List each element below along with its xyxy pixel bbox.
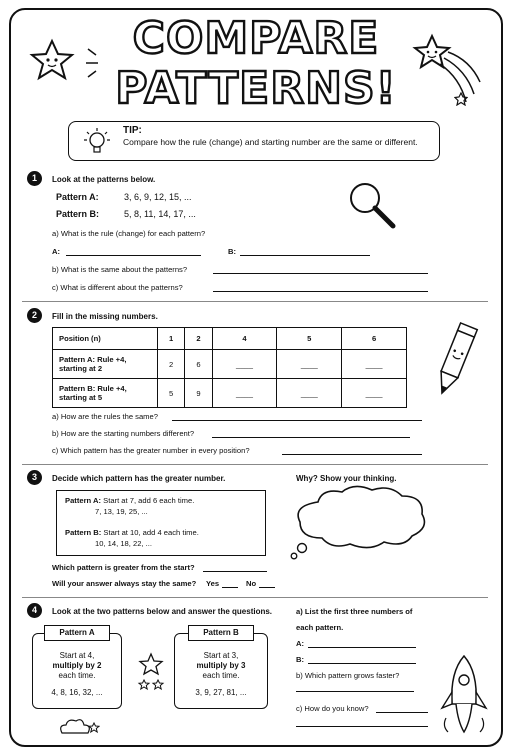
missing-numbers-table [52,327,407,408]
card-a-line2: multiply by 2 [52,661,102,670]
q1a-b-label: B: [228,247,237,256]
question-2-number: 2 [27,308,42,323]
page-title-line2: PATTERNS! [115,63,397,114]
q3-greater-answer-line[interactable] [203,571,267,572]
card-a-values: 4, 8, 16, 32, ... [51,688,103,697]
q2b-answer-line[interactable] [212,437,410,438]
table-row-b-label: Pattern B: Rule +4, starting at 5 [53,379,158,408]
q4b-question: b) Which pattern grows faster? [296,671,400,680]
q1-pattern-b-label: Pattern B: [56,209,100,219]
q1b-answer-line[interactable] [213,273,428,274]
q3-always-question: Will your answer always stay the same? [52,579,197,588]
table-header-cell: 4 [212,328,277,350]
q4c-question: c) How do you know? [296,704,369,713]
q2c-question: c) Which pattern has the greater number in every position? [52,446,250,455]
rocket-icon [436,652,492,738]
q4b-answer-line[interactable] [296,691,414,692]
table-blank-cell[interactable]: ____ [277,379,342,408]
q2a-answer-line[interactable] [172,420,422,421]
q1-pattern-a-values: 3, 6, 9, 12, 15, ... [124,192,192,202]
q1c-question: c) What is different about the patterns? [52,283,183,292]
q3-pattern-b-values: 10, 14, 18, 22, ... [95,539,152,548]
q2a-question: a) How are the rules the same? [52,412,158,421]
star-cluster-icon [136,652,166,694]
q1-pattern-b-values: 5, 8, 11, 14, 17, ... [124,209,196,219]
table-row-a-label: Pattern A: Rule +4, starting at 2 [53,350,158,379]
question-3-number: 3 [27,470,42,485]
q1-pattern-a-label: Pattern A: [56,192,99,202]
q2c-answer-line[interactable] [282,454,422,455]
table-header-cell: 6 [342,328,407,350]
section-divider [22,597,488,598]
q1-heading: Look at the patterns below. [52,175,156,184]
table-blank-cell[interactable]: ____ [212,379,277,408]
table-cell: 9 [185,379,212,408]
q4a-a-label: A: [296,639,305,648]
q3-why-label: Why? Show your thinking. [296,474,397,483]
q4c-answer-line-1[interactable] [376,712,428,713]
q1b-question: b) What is the same about the patterns? [52,265,188,274]
cloud-doodle-icon [56,715,100,739]
table-blank-cell[interactable]: ____ [212,350,277,379]
smiling-pencil-icon [428,318,484,404]
q4a-b-answer-line[interactable] [308,663,416,664]
q3-heading: Decide which pattern has the greater number. [52,474,226,483]
q3-patterns-box [56,490,266,556]
page-title-line1: COMPARE [132,13,380,64]
q3-no-answer-line[interactable] [259,587,275,588]
table-cell: 5 [158,379,185,408]
lightbulb-icon [83,127,111,157]
question-1-number: 1 [27,171,42,186]
table-cell: 6 [185,350,212,379]
section-divider [22,301,488,302]
q3-pattern-b-label: Pattern B: [65,528,102,537]
q2-heading: Fill in the missing numbers. [52,312,158,321]
table-blank-cell[interactable]: ____ [342,379,407,408]
table-header-cell: 1 [158,328,185,350]
q3-yes-answer-line[interactable] [222,587,238,588]
q4a-a-answer-line[interactable] [308,647,416,648]
pattern-a-card [32,633,122,709]
q3-greater-question: Which pattern is greater from the start? [52,563,195,572]
q4a-question-line2: each pattern. [296,623,344,632]
pattern-b-card [174,633,268,709]
card-b-line3: each time. [202,671,240,680]
card-a-line3: each time. [58,671,96,680]
question-4-number: 4 [27,603,42,618]
section-divider [22,464,488,465]
q3-no-label: No [246,579,257,588]
q4a-b-label: B: [296,655,305,664]
q4-heading: Look at the two patterns below and answer the questions. [52,607,273,616]
card-b-line1: Start at 3, [203,651,239,660]
q1a-question: a) What is the rule (change) for each pattern? [52,229,206,238]
tip-text: Compare how the rule (change) and starting number are the same or different. [123,137,418,147]
pattern-b-tab: Pattern B [188,625,254,641]
q1a-a-label: A: [52,247,61,256]
q3-pattern-a-values: 7, 13, 19, 25, ... [95,507,148,516]
table-blank-cell[interactable]: ____ [342,350,407,379]
q3-pattern-b-rule: Start at 10, add 4 each time. [103,528,199,537]
tip-box [68,121,440,161]
card-b-line2: multiply by 3 [196,661,246,670]
q3-pattern-a-label: Pattern A: [65,496,102,505]
card-a-line1: Start at 4, [59,651,95,660]
pattern-a-tab: Pattern A [44,625,110,641]
q3-yes-label: Yes [206,579,220,588]
magnifying-glass-icon [345,180,401,232]
q3-pattern-a-rule: Start at 7, add 6 each time. [103,496,195,505]
table-cell: 2 [158,350,185,379]
q1c-answer-line[interactable] [213,291,428,292]
q1a-a-answer-line[interactable] [66,255,201,256]
table-header-position: Position (n) [53,328,158,350]
card-b-values: 3, 9, 27, 81, ... [195,688,247,697]
table-header-cell: 2 [185,328,212,350]
q2b-question: b) How are the starting numbers different? [52,429,195,438]
tip-label: TIP: [123,125,142,136]
q1a-b-answer-line[interactable] [240,255,370,256]
thought-cloud[interactable] [288,484,432,560]
q4c-answer-line-2[interactable] [296,726,428,727]
q4a-question-line1: a) List the first three numbers of [296,607,413,616]
table-blank-cell[interactable]: ____ [277,350,342,379]
table-header-cell: 5 [277,328,342,350]
